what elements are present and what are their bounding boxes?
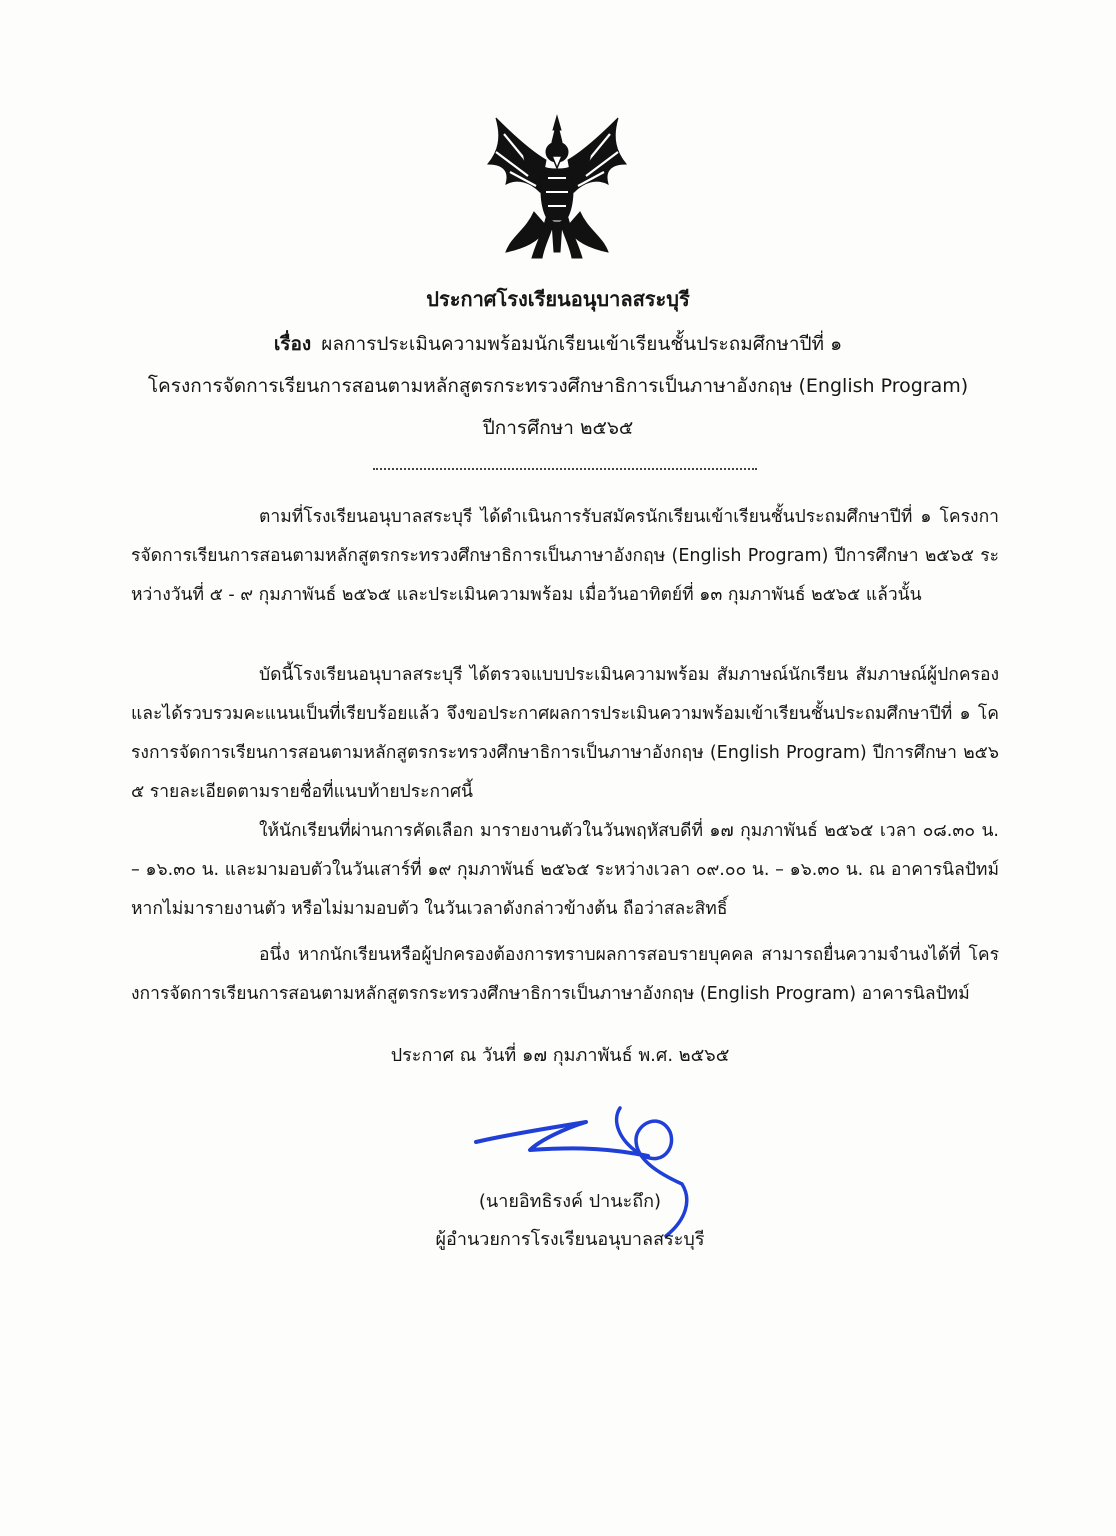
announcement-title: ประกาศโรงเรียนอนุบาลสระบุรี [426,287,690,311]
paragraph-3: ให้นักเรียนที่ผ่านการคัดเลือก มารายงานตัวในวันพฤหัสบดีที่ ๑๗ กุมภาพันธ์ ๒๕๖๕ เวลา ๐๘.๓๐ น. – ๑๖.๓๐ น. และมามอบตัวในวันเสาร์ที่ ๑๙ กุมภาพันธ์ ๒๕๖๕ ระหว่างเวลา ๐๙.๐๐ น. – ๑๖.๓๐ น. ณ อาคารนิลปัทม์ หากไม่มารายงานตัว หรือไม่มามอบตัว ในวันเวลาดังกล่าวข้างต้น ถือว่าสละสิทธิ์ [131,821,999,919]
announcement-date: ประกาศ ณ วันที่ ๑๗ กุมภาพันธ์ พ.ศ. ๒๕๖๕ [390,1045,730,1066]
signer-position: ผู้อำนวยการโรงเรียนอนุบาลสระบุรี [435,1229,705,1250]
paragraph-2: บัดนี้โรงเรียนอนุบาลสระบุรี ได้ตรวจแบบประเมินความพร้อม สัมภาษณ์นักเรียน สัมภาษณ์ผู้ปกครอง และได้รวบรวมคะแนนเป็นที่เรียบร้อยแล้ว จึงขอประกาศผลการประเมินความพร้อมเข้าเรียนชั้นประถมศึกษาปีที่ ๑ โครงการจัดการเรียนการสอนตามหลักสูตรกระทรวงศึกษาธิการเป็นภาษาอังกฤษ (English Program) ปีการศึกษา ๒๕๖๕ รายละเอียดตามรายชื่อที่แนบท้ายประกาศนี้ [131,665,999,802]
program-line: โครงการจัดการเรียนการสอนตามหลักสูตรกระทรวงศึกษาธิการเป็นภาษาอังกฤษ (English Program) [147,375,969,397]
paragraph-4: อนึ่ง หากนักเรียนหรือผู้ปกครองต้องการทราบผลการสอบรายบุคคล สามารถยื่นความจำนงได้ที่ โครงการจัดการเรียนการสอนตามหลักสูตรกระทรวงศึกษาธิการเป็นภาษาอังกฤษ (English Program) อาคารนิลปัทม์ [131,945,999,1004]
year-line: ปีการศึกษา ๒๕๖๕ [482,417,634,439]
subject-label: เรื่อง [273,333,312,355]
signature [470,1100,710,1240]
signer-name: (นายอิทธิรงค์ ปานะถึก) [478,1191,662,1212]
subject-text: ผลการประเมินความพร้อมนักเรียนเข้าเรียนชั้นประถมศึกษาปีที่ ๑ [321,333,843,355]
paragraph-1: ตามที่โรงเรียนอนุบาลสระบุรี ได้ดำเนินการรับสมัครนักเรียนเข้าเรียนชั้นประถมศึกษาปีที่ ๑ โครงการจัดการเรียนการสอนตามหลักสูตรกระทรวงศึกษาธิการเป็นภาษาอังกฤษ (English Program) ปีการศึกษา ๒๕๖๕ ระหว่างวันที่ ๕ - ๙ กุมภาพันธ์ ๒๕๖๕ และประเมินความพร้อม เมื่อวันอาทิตย์ที่ ๑๓ กุมภาพันธ์ ๒๕๖๕ แล้วนั้น [131,507,999,605]
garuda-emblem-icon [482,112,632,262]
dotted-separator [373,468,757,470]
subject-line [60,332,1056,356]
